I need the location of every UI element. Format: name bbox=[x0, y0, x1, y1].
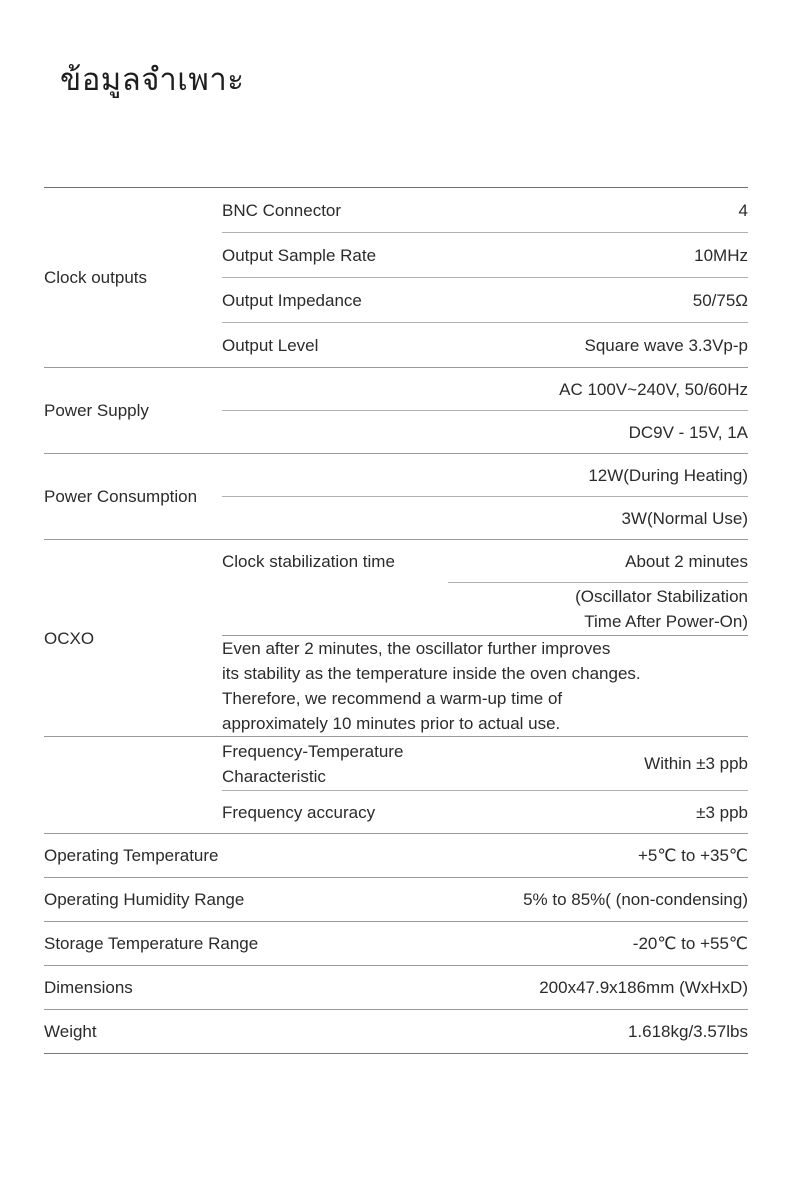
sub-label-output-sample-rate: Output Sample Rate bbox=[222, 233, 448, 278]
value-weight: 1.618kg/3.57lbs bbox=[222, 1010, 748, 1054]
value-operating-humidity-range: 5% to 85%( (non-condensing) bbox=[222, 878, 748, 922]
sub-label-clock-stabilization-time: Clock stabilization time bbox=[222, 540, 448, 583]
value-line-1: (Oscillator Stabilization bbox=[575, 587, 748, 606]
sub-label-ocxo-empty bbox=[222, 583, 448, 636]
note-line-4: approximately 10 minutes prior to actual use. bbox=[222, 714, 561, 733]
table-row bbox=[44, 737, 748, 791]
value-power-supply-dc: DC9V - 15V, 1A bbox=[222, 411, 748, 454]
value-storage-temperature-range: -20℃ to +55℃ bbox=[222, 922, 748, 966]
table-row bbox=[44, 922, 748, 966]
page-title: ข้อมูลจำเพาะ bbox=[60, 62, 245, 97]
group-label-power-consumption: Power Consumption bbox=[44, 454, 222, 540]
sub-label-output-impedance: Output Impedance bbox=[222, 278, 448, 323]
label-dimensions: Dimensions bbox=[44, 966, 222, 1010]
value-frequency-accuracy: ±3 ppb bbox=[448, 791, 748, 834]
label-operating-humidity-range: Operating Humidity Range bbox=[44, 878, 222, 922]
ocxo-warmup-note bbox=[222, 636, 748, 737]
specifications-table bbox=[44, 187, 748, 1054]
sub-label-line-1: Frequency-Temperature bbox=[222, 741, 404, 761]
group-label-frequency bbox=[44, 737, 222, 834]
group-label-clock-outputs: Clock outputs bbox=[44, 188, 222, 368]
sub-label-bnc-connector: BNC Connector bbox=[222, 188, 448, 233]
label-operating-temperature: Operating Temperature bbox=[44, 834, 222, 878]
table-row bbox=[44, 540, 748, 583]
table-row bbox=[44, 966, 748, 1010]
group-label-ocxo: OCXO bbox=[44, 540, 222, 737]
value-dimensions: 200x47.9x186mm (WxHxD) bbox=[222, 966, 748, 1010]
note-line-3: Therefore, we recommend a warm-up time of bbox=[222, 689, 563, 708]
value-line-2: Time After Power-On) bbox=[584, 612, 748, 631]
table-row bbox=[44, 188, 748, 233]
sub-label-frequency-accuracy: Frequency accuracy bbox=[222, 791, 448, 834]
table-row bbox=[44, 454, 748, 497]
value-operating-temperature: +5℃ to +35℃ bbox=[222, 834, 748, 878]
table-row bbox=[44, 1010, 748, 1054]
label-weight: Weight bbox=[44, 1010, 222, 1054]
table-row bbox=[44, 368, 748, 411]
value-output-impedance: 50/75Ω bbox=[448, 278, 748, 323]
value-output-level: Square wave 3.3Vp-p bbox=[448, 323, 748, 368]
value-clock-stabilization-time: About 2 minutes bbox=[448, 540, 748, 583]
sub-label-frequency-temperature-characteristic bbox=[222, 737, 448, 791]
note-line-2: its stability as the temperature inside the oven changes. bbox=[222, 664, 641, 683]
group-label-power-supply: Power Supply bbox=[44, 368, 222, 454]
value-frequency-temperature-characteristic: Within ±3 ppb bbox=[448, 737, 748, 791]
value-bnc-connector: 4 bbox=[448, 188, 748, 233]
value-power-supply-ac: AC 100V~240V, 50/60Hz bbox=[222, 368, 748, 411]
value-oscillator-stabilization-note bbox=[448, 583, 748, 636]
label-storage-temperature-range: Storage Temperature Range bbox=[44, 922, 222, 966]
sub-label-output-level: Output Level bbox=[222, 323, 448, 368]
sub-label-line-2: Characteristic bbox=[222, 766, 326, 786]
note-line-1: Even after 2 minutes, the oscillator further improves bbox=[222, 639, 611, 658]
table-row bbox=[44, 834, 748, 878]
value-output-sample-rate: 10MHz bbox=[448, 233, 748, 278]
value-power-consumption-heating: 12W(During Heating) bbox=[222, 454, 748, 497]
table-row bbox=[44, 878, 748, 922]
value-power-consumption-normal: 3W(Normal Use) bbox=[222, 497, 748, 540]
